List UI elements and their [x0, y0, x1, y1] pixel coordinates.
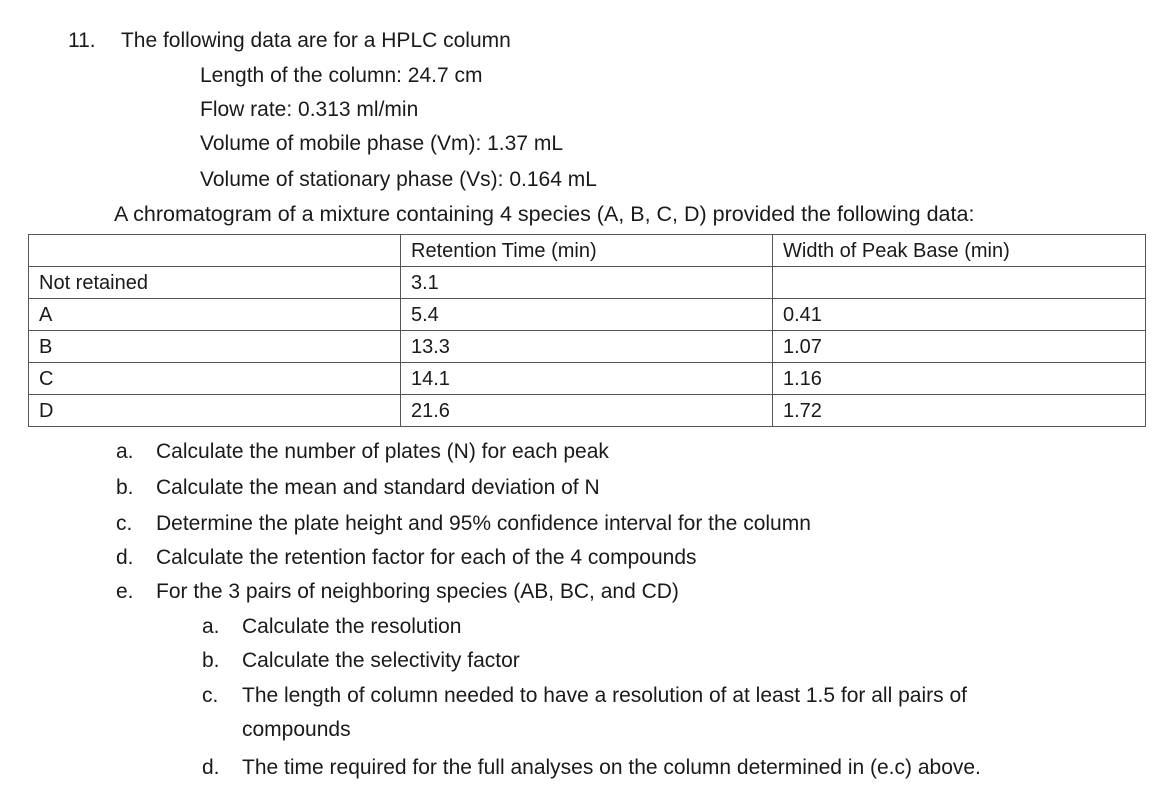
- table-cell-peak-width: 1.07: [773, 331, 1146, 363]
- spec-length: Length of the column: 24.7 cm: [200, 64, 483, 87]
- spec-mobile-phase-volume: Volume of mobile phase (Vm): 1.37 mL: [200, 132, 564, 155]
- table-header-row: [29, 235, 1146, 267]
- table-row: [29, 331, 1146, 363]
- table-cell-species: Not retained: [29, 267, 401, 299]
- table-cell-retention-time: 13.3: [401, 331, 773, 363]
- table-cell-peak-width: 1.16: [773, 363, 1146, 395]
- spec-flow-rate: Flow rate: 0.313 ml/min: [200, 98, 419, 121]
- table-cell-peak-width: 1.72: [773, 395, 1146, 427]
- question-marker: a.: [116, 440, 134, 463]
- subquestion-marker: c.: [202, 684, 219, 707]
- subquestion-text: The time required for the full analyses on the column determined in (e.c) above.: [242, 756, 981, 779]
- problem-number: 11.: [68, 29, 96, 52]
- subquestion-text: The length of column needed to have a resolution of at least 1.5 for all pairs of: [242, 684, 967, 707]
- table-cell-retention-time: 21.6: [401, 395, 773, 427]
- table-row: [29, 363, 1146, 395]
- subquestion-marker: b.: [202, 649, 220, 672]
- question-text: Calculate the number of plates (N) for each peak: [156, 440, 609, 463]
- table-cell-species: A: [29, 299, 401, 331]
- subquestion-text: Calculate the selectivity factor: [242, 649, 520, 672]
- table-cell-species: D: [29, 395, 401, 427]
- table-cell-peak-width: 0.41: [773, 299, 1146, 331]
- subquestion-text: Calculate the resolution: [242, 615, 462, 638]
- subquestion-marker: a.: [202, 615, 220, 638]
- table-row: [29, 299, 1146, 331]
- table-cell-peak-width: [773, 267, 1146, 299]
- table-header-cell: Retention Time (min): [401, 235, 773, 267]
- table-row: [29, 267, 1146, 299]
- table-cell-retention-time: 5.4: [401, 299, 773, 331]
- problem-intro: The following data are for a HPLC column: [120, 29, 511, 52]
- question-text: For the 3 pairs of neighboring species (AB, BC, and CD): [156, 580, 679, 603]
- table-cell-retention-time: 14.1: [401, 363, 773, 395]
- subquestion-marker: d.: [202, 756, 220, 779]
- table-header-cell: Width of Peak Base (min): [773, 235, 1146, 267]
- question-text: Determine the plate height and 95% confidence interval for the column: [156, 512, 811, 535]
- question-marker: d.: [116, 546, 134, 569]
- question-marker: b.: [116, 476, 134, 499]
- question-marker: c.: [116, 512, 133, 535]
- table-cell-species: B: [29, 331, 401, 363]
- table-header-cell: [29, 235, 401, 267]
- problem-heading: [68, 28, 511, 54]
- question-text: Calculate the retention factor for each of the 4 compounds: [156, 546, 697, 569]
- question-marker: e.: [116, 580, 134, 603]
- table-cell-species: C: [29, 363, 401, 395]
- spec-stationary-phase-volume: Volume of stationary phase (Vs): 0.164 mL: [200, 168, 597, 191]
- subquestion-text-continuation: compounds: [242, 718, 351, 741]
- chromatogram-data-table: [28, 234, 1146, 427]
- table-row: [29, 395, 1146, 427]
- chromatogram-intro: A chromatogram of a mixture containing 4 species (A, B, C, D) provided the following data:: [114, 202, 975, 226]
- table-cell-retention-time: 3.1: [401, 267, 773, 299]
- question-text: Calculate the mean and standard deviation of N: [156, 476, 600, 499]
